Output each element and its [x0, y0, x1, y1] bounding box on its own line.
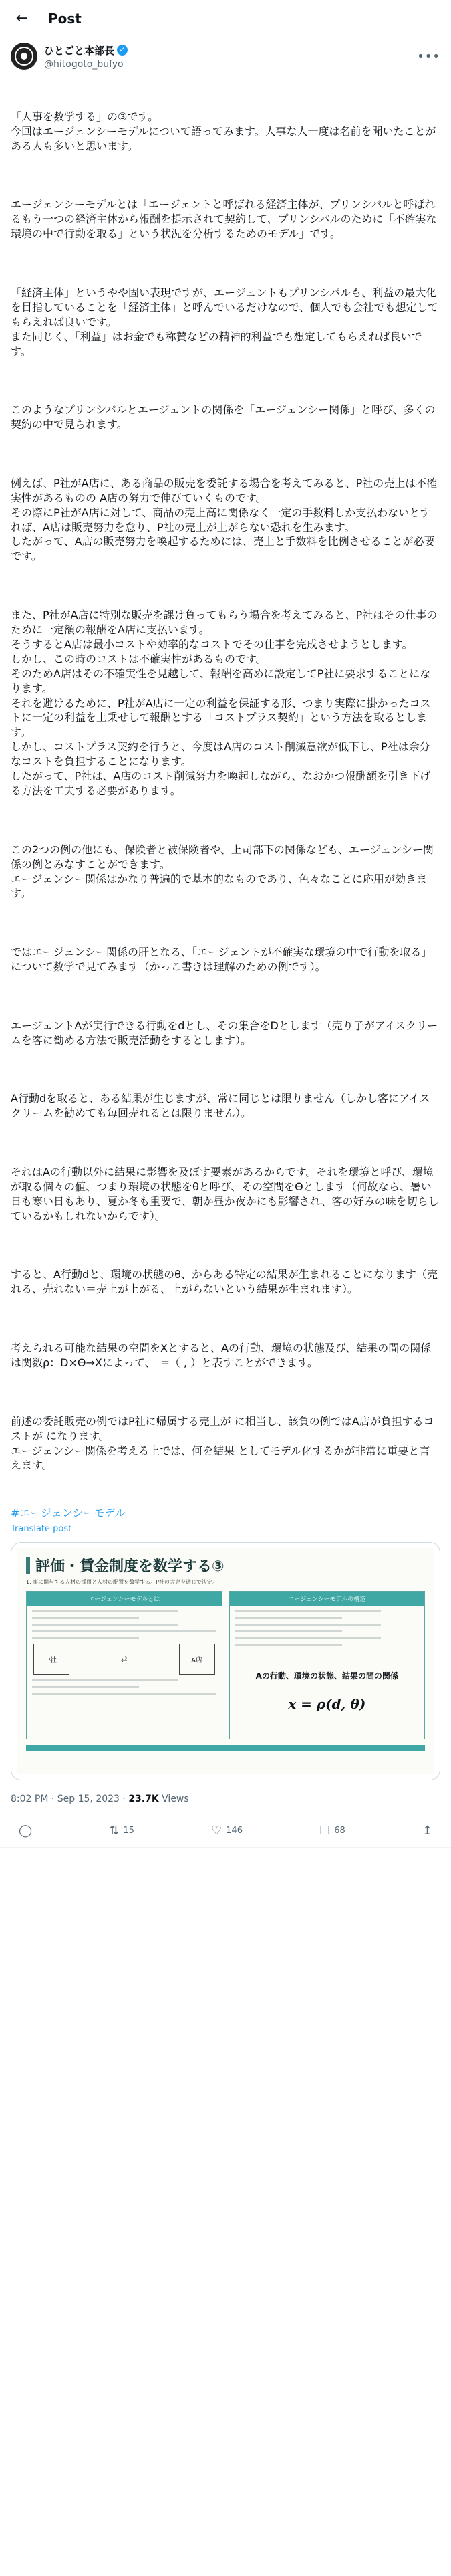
principal-box: P社 — [33, 1644, 69, 1675]
more-icon[interactable]: ••• — [417, 49, 440, 64]
tweet-paragraph: それはAの行動以外に結果に影響を及ぼす要素があるからです。それを環境と呼び、環境が取る個々の値、つまり環境の状態をθと呼び、その空間をΘとします（何故なら、暑い日も寒い日もあり、夏か冬も重要で、朝か昼か夜かにも影響され、客の好みの味を切らしているかもしれないからです）。 — [11, 1166, 439, 1222]
attached-image[interactable] — [11, 1542, 440, 1780]
reply-button[interactable] — [19, 1824, 32, 1838]
hashtag-link[interactable]: #エージェンシーモデル — [11, 1507, 126, 1520]
share-icon: ↥ — [422, 1824, 432, 1838]
views-label: Views — [162, 1794, 189, 1805]
slide-left-column — [26, 1591, 222, 1739]
avatar[interactable] — [11, 43, 37, 70]
tweet-paragraph: このようなプリンシパルとエージェントの関係を「エージェンシー関係」と呼び、多くの契約の中で見られます。 — [11, 403, 436, 431]
tweet-paragraph: エージェントAが実行できる行動をdとし、その集合をDとします（売り子がアイスクリームを客に勧める方法で販売活動をするとします）。 — [11, 1018, 438, 1047]
post-time[interactable]: 8:02 PM · Sep 15, 2023 — [11, 1794, 120, 1805]
right-column-heading: エージェンシーモデルの構造 — [230, 1592, 425, 1606]
action-bar — [0, 1814, 451, 1848]
bookmark-icon: ☐ — [319, 1824, 331, 1838]
top-bar — [0, 0, 451, 37]
share-button[interactable] — [422, 1824, 432, 1838]
slide-right-column — [229, 1591, 426, 1739]
formula: x = ρ(d, θ) — [288, 1696, 366, 1713]
tweet-paragraph: ではエージェンシー関係の肝となる、「エージェントが不確実な環境の中で行動を取る」について数学で見てみます（かっこ書きは理解のための例です）。 — [11, 946, 432, 974]
repost-icon: ⇅ — [109, 1824, 120, 1838]
agent-box: A店 — [179, 1644, 215, 1675]
slide — [17, 1548, 434, 1774]
tweet-paragraph: 「人事を数学する」の③です。 今回はエージェンシーモデルについて語ってみます。人事な人一度は名前を聞いたことがある人も多いと思います。 — [11, 110, 436, 152]
views-count: 23.7K — [128, 1794, 159, 1805]
author-name[interactable]: ひとごと本部長 — [44, 44, 115, 57]
heart-icon: ♡ — [211, 1824, 222, 1838]
tweet-paragraph: 例えば、P社がA店に、ある商品の販売を委託する場合を考えてみると、P社の売上は不確実性があるものの A店の努力で伸びていくものです。 その際にP社がA店に対して、商品の売上高に関係なく一定の手数料しか支払わないとすれば、A店は販売努力を怠り、P社の売上が上がらない恐れを生みます。 したがって、A店の販売努力を喚起するためには、売上と手数料を比例させることが必要です。 — [11, 476, 438, 563]
page-title: Post — [48, 11, 82, 27]
bookmark-button[interactable] — [319, 1824, 345, 1838]
tweet-paragraph: この2つの例の他にも、保険者と被保険者や、上司部下の関係なども、エージェンシー関係の例とみなすことができます。 エージェンシー関係はかなり普遍的で基本的なものであり、色々なことに応用が効きます。 — [11, 843, 434, 900]
like-button[interactable] — [211, 1824, 243, 1838]
tweet-paragraph: 前述の委託販売の例ではP社に帰属する売上が に相当し、該負の例ではA店が負担するコストが になります。 エージェンシー関係を考える上では、何を結果 としてモデル化するかが非常に重要と言えます。 — [11, 1414, 434, 1472]
like-count: 146 — [226, 1826, 243, 1836]
arrow-left-icon[interactable]: ← — [15, 10, 29, 27]
tweet-paragraph: 「経済主体」というやや固い表現ですが、エージェントもプリンシパルも、利益の最大化を目指していることを「経済主体」と呼んでいるだけなので、個人でも会社でも想定してもらえれば良いです。 また同じく、「利益」はお金でも称賛などの精神的利益でも想定してもらえれば良いです。 — [11, 286, 438, 358]
reply-icon: ◯ — [19, 1824, 33, 1838]
bookmark-count: 68 — [334, 1826, 345, 1836]
slide-subtitle: 1. 事に関与する人材の採用と人材の配置を数学する。P社の大売を通じで決定。 — [26, 1579, 218, 1586]
author-info — [44, 43, 417, 70]
slide-title: 評価・賃金制度を数学する③ — [35, 1558, 224, 1576]
tweet-paragraph: 考えられる可能な結果の空間をXとすると、Aの行動、環境の状態及び、結果の間の関係は関数ρ：D×Θ→Xによって、 =（ , ）と表すことができます。 — [11, 1341, 432, 1369]
arrow-icon: ⇄ — [120, 1654, 128, 1665]
repost-button[interactable] — [109, 1824, 134, 1838]
repost-count: 15 — [123, 1826, 134, 1836]
author-row — [0, 37, 451, 72]
translate-link[interactable]: Translate post — [11, 1524, 72, 1535]
tweet-text — [0, 72, 451, 1502]
left-column-heading: エージェンシーモデルとは — [27, 1592, 222, 1606]
formula-caption: Aの行動、環境の状態、結果の間の関係 — [255, 1671, 398, 1681]
post-meta: 8:02 PM · Sep 15, 2023 · 23.7K Views — [0, 1784, 451, 1814]
verified-badge-icon: ✓ — [117, 45, 128, 56]
tweet-paragraph: また、P社がA店に特別な販売を課け負ってもらう場合を考えてみると、P社はその仕事のために一定額の報酬をA店に支払います。 そうするとA店は最小コストや効率的なコストでその仕事を完成させようとします。 しかし、この時のコストは不確実性があるものです。 そのためA店はその不確実性を見越して、報酬を高めに設定してP社に要求することになります。 それを避けるために、P社がA店に一定の利益を保証する形、つまり実際に掛かったコストに一定の利益を上乗せして報酬とする「コストプラス契約」という方法を取るとします。 しかし、コストプラス契約を行うと、今度はA店のコスト削減意欲が低下し、P社は余分なコストを負担することになります。 したがって、P社は、A店のコスト削減努力を喚起しながら、なおかつ報酬額を引き下げる方法を工夫する必要があります。 — [11, 609, 438, 797]
tweet-paragraph: すると、A行動dと、環境の状態のθ、からある特定の結果が生まれることになります（売れる、売れない＝売上が上がる、上がらないという結果が生まれます）。 — [11, 1268, 438, 1296]
tweet-paragraph: エージェンシーモデルとは「エージェントと呼ばれる経済主体が、プリンシパルと呼ばれるもう一つの経済主体から報酬を提示されて契約して、プリンシパルのために「不確実な環境の中で行動を取る」という状況を分析するためのモデル」です。 — [11, 198, 437, 241]
tweet-paragraph: A行動dを取ると、ある結果が生じますが、常に同じとは限りません（しかし客にアイスクリームを勧めても毎回売れるとは限りません）。 — [11, 1092, 430, 1120]
author-handle[interactable]: @hitogoto_bufyo — [44, 58, 124, 70]
